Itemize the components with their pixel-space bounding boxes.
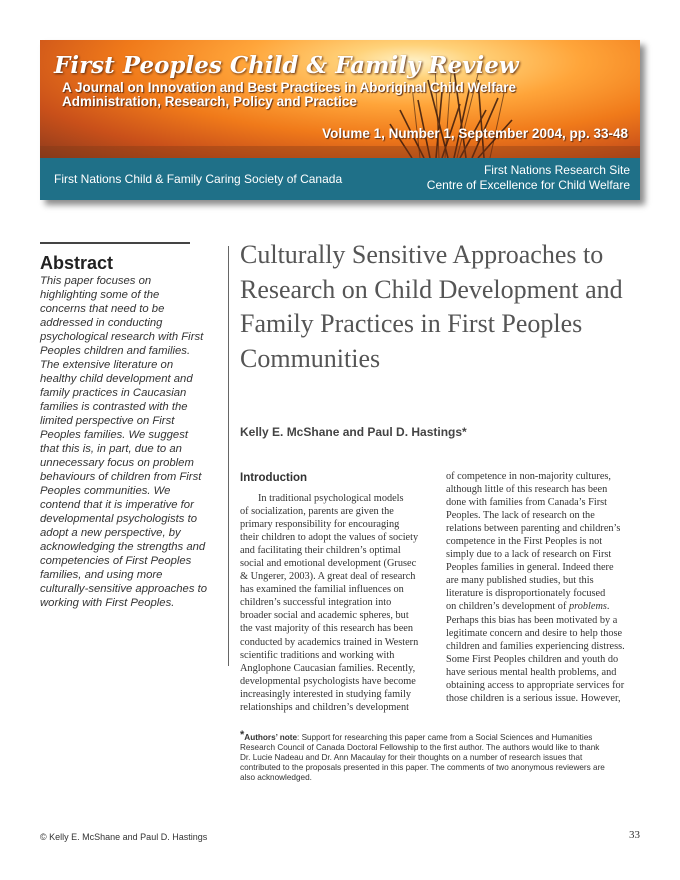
body-text-line: social and emotional development (Grusec (240, 558, 417, 570)
body-text-line: the vast majority of this research has been (240, 623, 413, 635)
body-text-line: of competence in non-majority cultures, (446, 471, 611, 482)
body-text-fragment: . (606, 601, 610, 613)
journal-subtitle-line-1: A Journal on Innovation and Best Practices in Aboriginal Child Welfare (62, 80, 517, 95)
body-text-line: and facilitating their children’s optimal (240, 545, 401, 557)
journal-subtitle-line-2: Administration, Research, Policy and Practice (62, 94, 357, 109)
footer-copyright: © Kelly E. McShane and Paul D. Hastings (40, 832, 208, 842)
body-text-line: those children is a serious issue. However, (446, 692, 621, 704)
footnote-label: Authors’ note (244, 733, 298, 742)
volume-info: Volume 1, Number 1, September 2004, pp. 33-48 (322, 126, 628, 141)
banner-publisher-strip (40, 158, 640, 200)
body-text-line: children and families experiencing distress. (446, 640, 625, 652)
body-text-line: simply due to a lack of research on First (446, 549, 612, 561)
body-text-line: increasingly interested in studying family (240, 688, 412, 700)
abstract-heading: Abstract (40, 253, 114, 273)
footnote-text: : Support for researching this paper came from a Social Sciences and Humanities (297, 733, 593, 742)
body-text-fragment: on children’s development of (446, 601, 569, 613)
authors-footnote (240, 730, 645, 783)
body-text-line: Perhaps this bias has been motivated by a (446, 614, 618, 626)
section-heading-introduction: Introduction (240, 472, 308, 484)
journal-banner (40, 40, 640, 200)
article-title: Culturally Sensitive Approaches to Research on Child Development and Family Practices in First Peoples Communities (240, 240, 623, 373)
body-text-line: & Ungerer, 2003). A great deal of research (240, 571, 416, 583)
body-text-line: children’s successful integration into (240, 597, 392, 609)
body-text-line: conducted by academics trained in Western (240, 636, 419, 648)
body-column-1 (240, 492, 436, 714)
journal-title: First Peoples Child & Family Review (54, 52, 519, 79)
body-text-line: Some First Peoples children and youth do (446, 653, 619, 665)
body-text-line: their children to adopt the values of society (240, 532, 419, 544)
abstract-top-rule (40, 242, 190, 244)
body-text-line: although little of this research has been (446, 484, 608, 496)
body-text-line: are many published studies, but this (446, 575, 594, 587)
footnote-line: also acknowledged. (240, 773, 312, 782)
research-site (427, 163, 630, 193)
research-site-line-2: Centre of Excellence for Child Welfare (426, 178, 630, 192)
body-text-line: has examined the familial influences on (240, 584, 404, 596)
body-text-line: have serious mental health problems, and (446, 666, 617, 678)
body-text-line: primary responsibility for encouraging (240, 519, 400, 531)
body-text-line: obtaining access to appropriate services for (446, 679, 625, 691)
body-text-line: Peoples. The lack of research on the (446, 510, 595, 522)
body-text-line: relations between parenting and children’s (446, 523, 621, 535)
footnote-line: contributed to the proposals presented in this paper. The comments of two anonymous reviewers are (240, 763, 605, 772)
article-authors: Kelly E. McShane and Paul D. Hastings* (240, 425, 467, 439)
journal-subtitle (62, 81, 632, 109)
column-divider (228, 246, 229, 666)
body-text-line: scientific traditions and working with (240, 649, 395, 661)
footnote-line: Research Council of Canada Doctoral Fellowship to the first author. The authors would like to thank (240, 743, 600, 752)
body-text-line: broader social and academic spheres, but (240, 610, 409, 622)
banner-sunset-panel (40, 40, 640, 158)
body-text-line: competence in the First Peoples is not (446, 536, 603, 548)
body-text-line: developmental psychologists have become (240, 675, 416, 687)
body-text-line: literature is disproportionately focused (446, 588, 606, 600)
body-text-line: legitimate concern and desire to help those (446, 627, 623, 639)
footnote-line: Dr. Lucie Nadeau and Dr. Ann Macaulay for their thoughts on a number of research issues that (240, 753, 583, 762)
footnote-star: * (240, 730, 245, 741)
body-text-line: done with families from Canada’s First (446, 497, 608, 509)
body-text-line: relationships and children’s development (240, 701, 409, 713)
abstract-text: This paper focuses on highlighting some of the concerns that need to be addressed in conducting psychological research with First Peoples children and families. The extensive literature on healthy child development and family practices in Caucasian families is contrasted with the limited perspective on First Peoples families. We suggest that this is, in part, due to an unnecessary focus on problem behaviours of children from First Peoples communities. We contend that it is imperative for developmental psychologists to adopt a new perspective, by acknowledging the strengths and competencies of First Peoples families, and using more culturally-sensitive approaches to working with First Peoples. (40, 275, 208, 609)
page-number: 33 (629, 829, 640, 841)
body-text-line (446, 600, 642, 613)
body-text-line: Anglophone Caucasian families. Recently, (240, 662, 416, 674)
body-column-2 (446, 470, 642, 705)
footnote-line-1 (240, 730, 645, 743)
publisher-organization: First Nations Child & Family Caring Society of Canada (54, 172, 343, 186)
body-text-line: In traditional psychological models (258, 493, 404, 504)
body-text-line: Peoples families in general. Indeed there (446, 562, 614, 574)
emphasized-word: problems (568, 601, 607, 613)
body-text-line: of socialization, parents are given the (240, 506, 394, 518)
research-site-line-1: First Nations Research Site (483, 163, 630, 177)
